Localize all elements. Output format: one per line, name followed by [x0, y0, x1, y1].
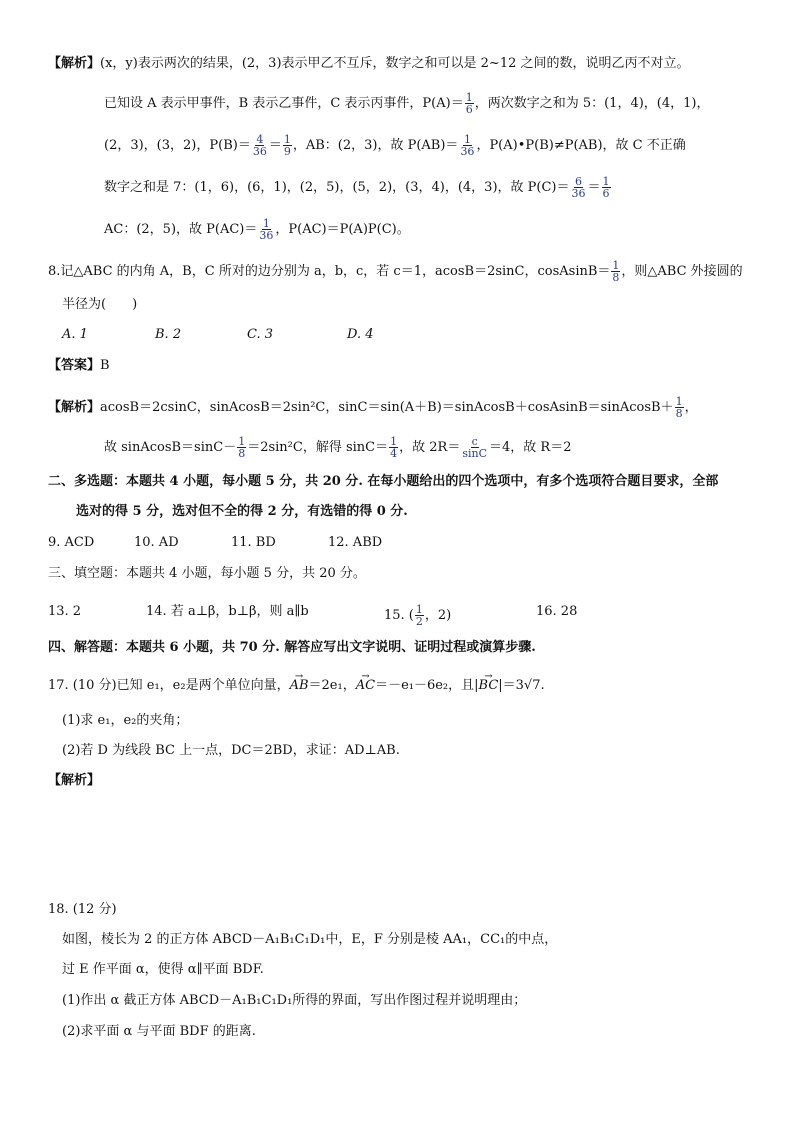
fraction: $\frac{1}{36}$ — [460, 133, 475, 158]
text: (2，3)，(3，2)，P(B)＝ — [104, 138, 251, 153]
fraction: $\frac{4}{36}$ — [252, 133, 267, 158]
text: 已知设 A 表示甲事件，B 表示乙事件，C 表示丙事件，P(A)＝ — [104, 96, 464, 111]
text: acosB＝2csinC，sinAcosB＝2sin²C，sinC＝sin(A＋B)＝sinAcosB＋cosAsinB＝sinAcosB＋ — [100, 400, 674, 415]
text: ＝2e₁， — [308, 678, 356, 693]
text: ，则△ABC 外接圆的 — [621, 264, 743, 279]
text: ＝2sin²C，解得 sinC＝ — [247, 440, 389, 455]
text: 故 sinAcosB＝sinC－ — [104, 440, 237, 455]
answer-13: 13. 2 — [48, 604, 82, 619]
analysis-label: 【解析】 — [48, 400, 101, 415]
question-8-stem — [48, 260, 743, 283]
analysis-block-q7 — [48, 56, 690, 72]
fraction: $\frac{1}{8}$ — [612, 259, 620, 284]
analysis-line-4 — [104, 176, 612, 199]
answer-9: 9. ACD — [48, 535, 95, 550]
vector-bc: → BC — [479, 678, 499, 694]
text: 数字之和是 7：(1，6)，(6，1)，(2，5)，(5，2)，(3，4)，(4，3)，故 P(C)＝ — [104, 180, 570, 195]
answer-11: 11. BD — [231, 535, 276, 550]
text: ＝－e₁－6e₂，且| — [375, 678, 479, 693]
option-b: B. 2 — [155, 327, 182, 342]
text: 8.记△ABC 的内角 A，B，C 所对的边分别为 a，b，c，若 c＝1，acosB＝2sinC，cosAsinB＝ — [48, 264, 611, 279]
vector-ac: → AC — [356, 678, 375, 694]
text: ，2) — [424, 608, 452, 623]
section-2-heading: 二、多选题：本题共 4 小题，每小题 5 分，共 20 分. 在每小题给出的四个选项中，有多个选项符合题目要求，全部 — [48, 474, 719, 489]
question-18-part-1: (1)作出 α 截正方体 ABCD－A₁B₁C₁D₁所得的界面，写出作图过程并说明理由； — [62, 993, 527, 1008]
fraction: $\frac{6}{36}$ — [571, 175, 586, 200]
answer-15 — [384, 604, 451, 627]
text: ， — [684, 400, 698, 415]
question-18-part-2: (2)求平面 α 与平面 BDF 的距离. — [62, 1024, 256, 1039]
analysis-line-3 — [104, 134, 686, 157]
question-18-stem-1: 如图，棱长为 2 的正方体 ABCD－A₁B₁C₁D₁中，E，F 分别是棱 AA₁，CC₁的中点， — [62, 932, 558, 947]
text: |＝3√7. — [498, 678, 545, 693]
answer-value: B — [100, 358, 110, 373]
option-d: D. 4 — [347, 327, 374, 342]
answer-16: 16. 28 — [536, 604, 578, 619]
text: AC：(2，5)，故 P(AC)＝ — [104, 222, 258, 237]
analysis-line-2 — [104, 92, 709, 115]
answer-q8 — [48, 358, 110, 374]
text: ，P(A)•P(B)≠P(AB)，故 C 不正确 — [476, 138, 686, 153]
text: ＝4，故 R＝2 — [489, 440, 572, 455]
text: ，AB：(2，3)，故 P(AB)＝ — [292, 138, 459, 153]
fraction: $\frac{1}{36}$ — [259, 217, 274, 242]
section-3-heading: 三、填空题：本题共 4 小题，每小题 5 分，共 20 分。 — [48, 566, 366, 581]
fraction: $\frac{c}{\sin C}$ — [462, 435, 487, 460]
analysis-q8-line-2 — [104, 436, 571, 459]
analysis-line-5 — [104, 218, 410, 241]
section-4-heading: 四、解答题：本题共 6 小题，共 70 分. 解答应写出文字说明、证明过程或演算步骤. — [48, 640, 536, 655]
fraction: $\frac{1}{8}$ — [238, 435, 246, 460]
text: ，P(AC)＝P(A)P(C)。 — [275, 222, 410, 237]
question-17-part-2: (2)若 D 为线段 BC 上一点，DC＝2BD，求证：AD⊥AB. — [62, 743, 400, 758]
fraction: $\frac{1}{8}$ — [675, 395, 683, 420]
answer-10: 10. AD — [134, 535, 179, 550]
fraction: $\frac{1}{6}$ — [602, 175, 610, 200]
answer-label: 【答案】 — [48, 358, 101, 373]
question-8-stem-cont: 半径为( ) — [62, 297, 138, 312]
analysis-q8-line-1 — [48, 396, 698, 419]
text: ＝ — [587, 180, 601, 195]
answer-14: 14. 若 a⊥β，b⊥β，则 a∥b — [146, 604, 309, 619]
text: 15. ( — [384, 608, 414, 623]
vector-ab: → AB — [290, 678, 309, 694]
text: ，故 2R＝ — [399, 440, 461, 455]
option-a: A. 1 — [62, 327, 88, 342]
question-18-heading: 18. (12 分) — [48, 902, 117, 917]
text: ＝ — [268, 138, 282, 153]
section-2-heading-cont: 选对的得 5 分，选对但不全的得 2 分，有选错的得 0 分. — [76, 504, 408, 519]
option-c: C. 3 — [247, 327, 274, 342]
fraction: $\frac{1}{9}$ — [283, 133, 291, 158]
text: ，两次数字之和为 5：(1，4)，(4，1)， — [474, 96, 710, 111]
text: 17. (10 分)已知 e₁，e₂是两个单位向量， — [48, 678, 290, 693]
analysis-label: 【解析】 — [48, 56, 101, 71]
fraction: $\frac{1}{6}$ — [465, 91, 473, 116]
question-17-analysis-label: 【解析】 — [48, 773, 101, 788]
analysis-text: (x，y)表示两次的结果，(2，3)表示甲乙不互斥，数字之和可以是 2~12 之间的数，说明乙丙不对立。 — [100, 56, 690, 71]
question-17-part-1: (1)求 e₁，e₂的夹角； — [62, 713, 189, 728]
fraction: $\frac{1}{2}$ — [415, 603, 423, 628]
question-18-stem-2: 过 E 作平面 α，使得 α∥平面 BDF. — [62, 962, 264, 977]
fraction: $\frac{1}{4}$ — [390, 435, 398, 460]
answer-12: 12. ABD — [328, 535, 383, 550]
question-17-stem — [48, 678, 545, 694]
